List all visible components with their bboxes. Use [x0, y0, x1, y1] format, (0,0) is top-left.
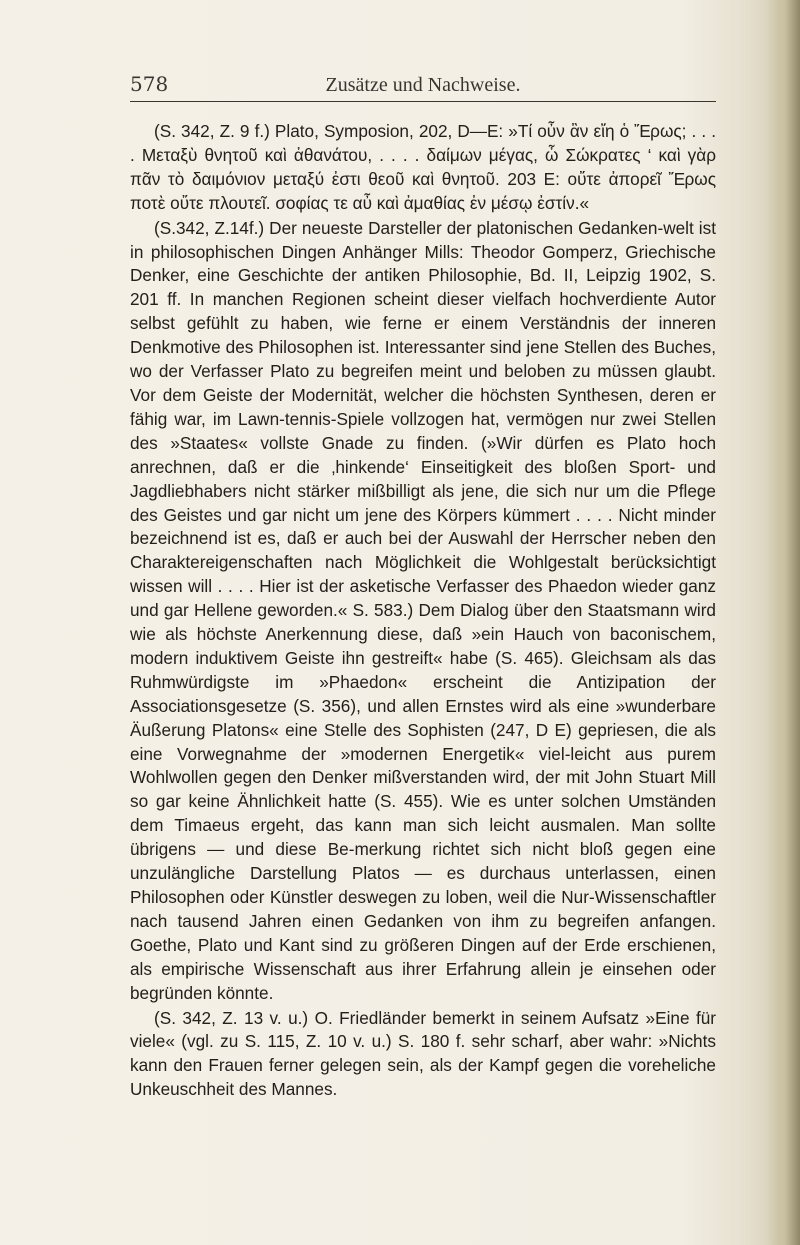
note-symposion-text: (S. 342, Z. 9 f.) Plato, Symposion, 202, D—E: »Τί οὖν ἂν εἴη ὁ Ἔρως; . . . . Μεταξὺ θνητοῦ καὶ ἀθανάτου, . . . . δαίμων μέγας, ὦ Σώκρατες ‘ καὶ γὰρ πᾶν τὸ δαιμόνιον μεταξύ ἐστι θεοῦ καὶ θνητοῦ. 203 E: οὔτε ἀπορεῖ Ἔρως ποτὲ οὔτε πλουτεῖ. σοφίας τε αὖ καὶ ἀμαθίας ἐν μέσῳ ἐστίν.« [130, 121, 716, 213]
note-symposion [130, 120, 716, 216]
body-text [130, 120, 716, 1102]
note-gomperz [130, 217, 716, 1006]
note-friedlaender-text: (S. 342, Z. 13 v. u.) O. Friedländer bemerkt in seinem Aufsatz »Eine für viele« (vgl. zu S. 115, Z. 10 v. u.) S. 180 f. sehr scharf, aber wahr: »Nichts kann den Frauen ferner gelegen sein, als der Kampf gegen die voreheliche Unkeuschheit des Mannes. [130, 1007, 716, 1100]
page-edge-shadow [766, 0, 800, 1245]
note-gomperz-text: (S.342, Z.14f.) Der neueste Darsteller der platonischen Gedanken-welt ist in philosophischen Dingen Anhänger Mills: Theodor Gomperz, Griechische Denker, eine Geschichte der antiken Philosophie, Bd. II, Leipzig 1902, S. 201 ff. In manchen Regionen scheint dieser vielfach hochverdiente Autor selbst gefühlt zu haben, wie ferne er einem Verständnis der inneren Denkmotive des Philosophen ist. Interessanter sind jene Stellen des Buches, wo der Verfasser Plato zu begreifen meint und beloben zu müssen glaubt. Vor dem Geiste der Modernität, welcher die höchsten Synthesen, deren er fähig war, im Lawn-tennis-Spiele vollzogen hat, vermögen nur zwei Stellen des »Staates« vollste Gnade zu finden. (»Wir dürfen es Plato hoch anrechnen, daß er die ‚hinkende‘ Einseitigkeit des bloßen Sport- und Jagdliebhabers nicht stärker mißbilligt als jene, die sich nur um die Pflege des Geistes und gar nicht um jene des Körpers kümmert . . . . Nicht minder bezeichnend ist es, daß er auch bei der Auswahl der Herrscher neben den Charaktereigenschaften nach Möglichkeit die Wohlgestalt berücksichtigt wissen will . . . . Hier ist der asketische Verfasser des Phaedon wieder ganz und gar Hellene geworden.« S. 583.) Dem Dialog über den Staatsmann wird wie als höchste Anerkennung diese, daß »ein Hauch von baconischem, modern induktivem Geiste ihn gestreift« habe (S. 465). Gleichsam als das Ruhmwürdigste im »Phaedon« erscheint die Antizipation der Associationsgesetze (S. 356), und allen Ernstes wird als eine »wunderbare Äußerung Platons« eine Stelle des Sophisten (247, D E) gepriesen, die als eine Vorwegnahme der »modernen Energetik« viel-leicht aus purem Wohlwollen gegen den Denker mißverstanden wird, der mit John Stuart Mill so gar keine Ähnlichkeit hatte (S. 455). Wie es unter solchen Umständen dem Timaeus ergeht, das kann man sich leicht ausmalen. Man sollte übrigens — und diese Be-merkung richtet sich nicht bloß gegen eine unzulängliche Darstellung Platos — es durchaus unterlassen, einen Philosophen oder Künstler deswegen zu loben, weil die Nur-Wissenschaftler nach tausend Jahren einen Gedanken von ihm zu begreifen anfangen. Goethe, Plato und Kant sind zu größeren Dingen auf der Erde erschienen, als empirische Wissenschaft aus ihrer Erfahrung allein je einsehen oder begründen könnte. [130, 217, 716, 1003]
page-header [130, 72, 716, 100]
page-number: 578 [130, 72, 169, 96]
header-rule [130, 101, 716, 102]
running-head: Zusätze und Nachweise. [325, 74, 521, 96]
note-friedlaender [130, 1007, 716, 1103]
